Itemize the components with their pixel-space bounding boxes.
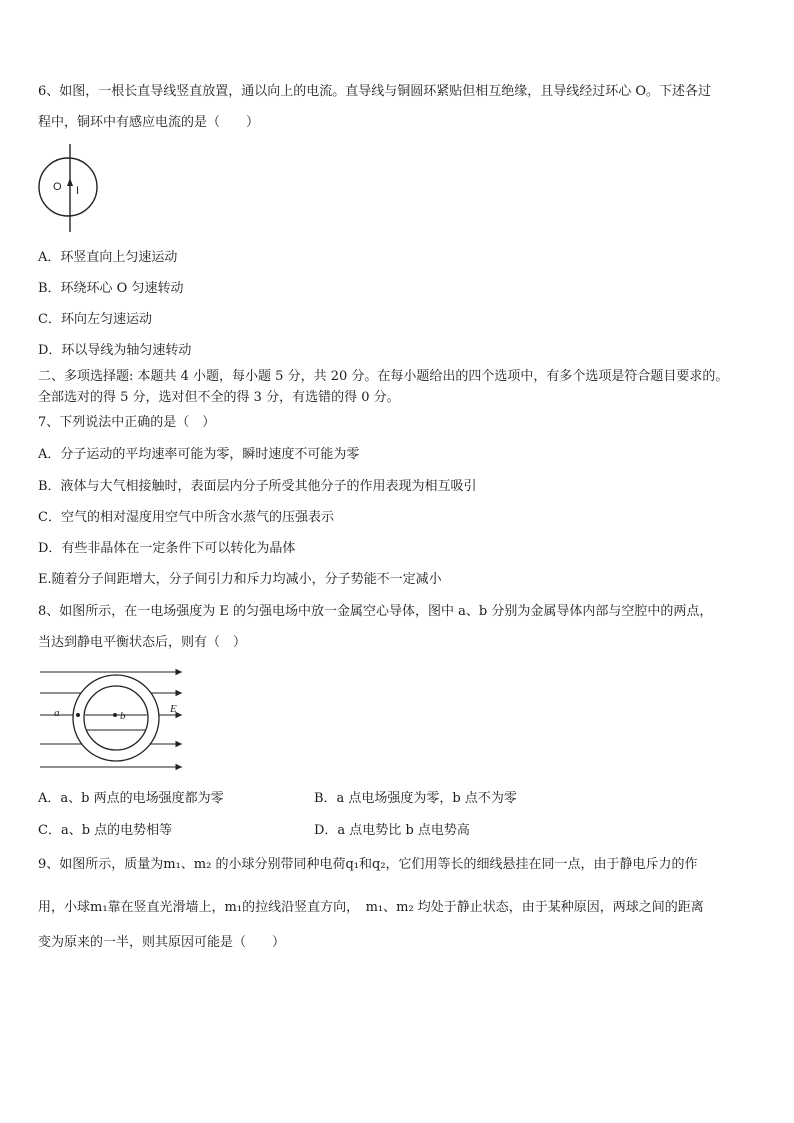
q6-stem-line2: 程中，铜环中有感应电流的是（ ） <box>38 115 260 130</box>
point-b-dot <box>113 713 117 717</box>
q7-option-d: D．有些非晶体在一定条件下可以转化为晶体 <box>38 541 296 556</box>
q8-option-c: C．a、b 点的电势相等 <box>38 823 173 838</box>
q9-stem-line3: 变为原来的一半，则其原因可能是（ ） <box>38 935 286 950</box>
q7-option-e: E.随着分子间距增大，分子间引力和斥力均减小，分子势能不一定减小 <box>38 572 442 587</box>
q8-option-a: A．a、b 两点的电场强度都为零 <box>38 791 224 806</box>
point-a-dot <box>76 713 80 717</box>
current-arrow-icon <box>67 178 73 186</box>
copper-ring <box>39 158 97 216</box>
field-e-label: E <box>170 703 177 715</box>
q6-option-a: A．环竖直向上匀速运动 <box>38 250 178 265</box>
ring-center-label: O <box>53 181 62 193</box>
point-b-label: b <box>120 710 126 722</box>
q8-stem-line2: 当达到静电平衡状态后，则有（ ） <box>38 635 247 650</box>
q8-option-b: B．a 点电场强度为零，b 点不为零 <box>314 791 517 806</box>
q6-option-b: B．环绕环心 O 匀速转动 <box>38 281 184 296</box>
conductor-cavity <box>84 686 148 750</box>
q7-option-c: C．空气的相对湿度用空气中所含水蒸气的压强表示 <box>38 510 334 525</box>
q7-option-b: B．液体与大气相接触时，表面层内分子所受其他分子的作用表现为相互吸引 <box>38 479 477 494</box>
point-a-label: a <box>54 707 60 719</box>
q7-option-a: A．分子运动的平均速率可能为零，瞬时速度不可能为零 <box>38 447 360 462</box>
section2-heading-line1: 二、多项选择题: 本题共 4 小题，每小题 5 分，共 20 分。在每小题给出的四个选项中，有多个选项是符合题目要求的。 <box>38 369 729 384</box>
q7-stem: 7、下列说法中正确的是（ ） <box>38 415 216 430</box>
q6-ring-figure <box>36 142 102 234</box>
q8-stem-line1: 8、如图所示，在一电场强度为 E 的匀强电场中放一金属空心导体，图中 a、b 分别为金属导体内部与空腔中的两点， <box>38 604 713 619</box>
q6-stem-line1: 6、如图，一根长直导线竖直放置，通以向上的电流。直导线与铜圆环紧贴但相互绝缘，且导线经过环心 O。下述各过 <box>38 84 712 99</box>
section2-heading-line2: 全部选对的得 5 分，选对但不全的得 3 分，有选错的得 0 分。 <box>38 390 400 405</box>
q6-option-d: D．环以导线为轴匀速转动 <box>38 343 192 358</box>
q9-stem-line1: 9、如图所示，质量为m₁、m₂ 的小球分别带同种电荷q₁和q₂，它们用等长的细线悬挂在同一点，由于静电斥力的作 <box>38 857 698 872</box>
q9-stem-line2: 用，小球m₁靠在竖直光滑墙上，m₁的拉线沿竖直方向， m₁、m₂ 均处于静止状态，由于某种原因，两球之间的距离 <box>38 900 704 915</box>
q6-option-c: C．环向左匀速运动 <box>38 312 152 327</box>
q8-option-d: D．a 点电势比 b 点电势高 <box>314 823 470 838</box>
q8-conductor-figure <box>38 664 188 776</box>
current-label: I <box>76 185 80 197</box>
